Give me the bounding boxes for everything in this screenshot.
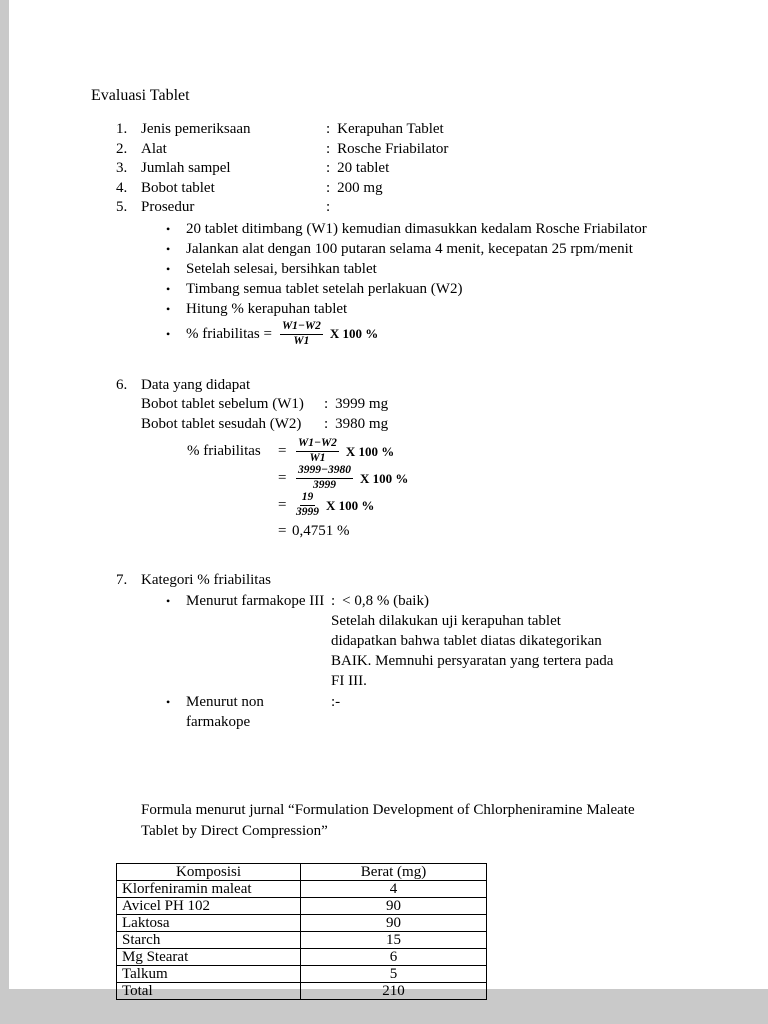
ingredient-weight: 6 xyxy=(301,948,487,965)
table-header-row xyxy=(117,863,487,880)
procedure-bullet xyxy=(166,299,768,319)
item-number: 1. xyxy=(116,121,128,137)
item-colon: : xyxy=(326,179,331,196)
note-line: didapatkan bahwa tablet diatas dikategorikan xyxy=(331,632,602,649)
equals-sign: = xyxy=(278,443,287,459)
table-row xyxy=(117,880,487,897)
column-header-komposisi: Komposisi xyxy=(117,863,301,880)
data-label: Bobot tablet sesudah (W2) xyxy=(141,415,302,432)
composition-table xyxy=(116,863,487,1000)
list-item xyxy=(116,198,768,218)
item-colon: : xyxy=(326,199,331,215)
fraction xyxy=(296,464,353,493)
bullet-icon: • xyxy=(166,593,171,608)
equals-sign: = xyxy=(278,470,287,486)
bullet-icon: • xyxy=(166,241,171,256)
ingredient-weight: 90 xyxy=(301,897,487,914)
section-title: Data yang didapat xyxy=(141,376,251,393)
section-number: 6. xyxy=(116,376,128,393)
item-label: Jenis pemeriksaan xyxy=(141,121,251,137)
column-header-berat: Berat (mg) xyxy=(301,863,487,880)
section-category xyxy=(116,571,768,732)
data-colon: : xyxy=(324,415,329,432)
data-row xyxy=(141,415,768,435)
ingredient-name: Total xyxy=(117,982,301,999)
calc-row xyxy=(187,438,768,465)
table-row xyxy=(117,897,487,914)
bullet-colon: :- xyxy=(331,693,341,710)
paragraph-line: Formula menurut jurnal “Formulation Development of Chlorpheniramine Maleate xyxy=(141,801,635,818)
equals-sign: = xyxy=(278,497,287,513)
ingredient-name: Talkum xyxy=(117,965,301,982)
fraction-denominator: 3999 xyxy=(296,506,319,518)
list-item xyxy=(116,120,768,140)
procedure-bullet xyxy=(166,279,768,299)
bullet-colon: : xyxy=(331,592,336,609)
ingredient-name: Klorfeniramin maleat xyxy=(117,880,301,897)
fraction-numerator: W1−W2 xyxy=(296,437,339,452)
formula-suffix: X 100 % xyxy=(345,443,395,459)
section-heading xyxy=(116,571,768,591)
bullet-text: Timbang semua tablet setelah perlakuan (W2) xyxy=(186,280,463,297)
fraction xyxy=(296,491,319,520)
paragraph-line: Tablet by Direct Compression” xyxy=(141,822,328,839)
bullet-label: Menurut farmakope III xyxy=(186,592,325,609)
data-label: Bobot tablet sebelum (W1) xyxy=(141,396,304,412)
fraction xyxy=(280,320,323,349)
bullet-value: < 0,8 % (baik) xyxy=(342,592,429,609)
procedure-bullet-list xyxy=(166,219,768,350)
table-row xyxy=(117,948,487,965)
ingredient-name: Starch xyxy=(117,931,301,948)
item-value: Kerapuhan Tablet xyxy=(337,121,444,137)
document-page xyxy=(9,0,768,999)
ingredient-weight: 5 xyxy=(301,965,487,982)
item-number: 4. xyxy=(116,179,128,196)
ingredient-weight: 90 xyxy=(301,914,487,931)
ingredient-weight: 210 xyxy=(301,982,487,999)
bullet-icon: • xyxy=(166,327,171,341)
ingredient-name: Avicel PH 102 xyxy=(117,897,301,914)
procedure-bullet xyxy=(166,239,768,259)
item-number: 2. xyxy=(116,140,128,157)
fraction-numerator: 19 xyxy=(300,491,316,506)
category-note xyxy=(331,611,768,692)
item-colon: : xyxy=(326,140,331,157)
bullet-text: Setelah selesai, bersihkan tablet xyxy=(186,260,377,277)
section-heading xyxy=(116,376,768,396)
item-label: Prosedur xyxy=(141,199,195,215)
list-item xyxy=(116,179,768,199)
document-title: Evaluasi Tablet xyxy=(91,87,190,104)
formula-source-paragraph xyxy=(141,800,768,842)
fraction xyxy=(296,437,339,466)
formula-suffix: X 100 % xyxy=(329,326,379,341)
item-colon: : xyxy=(326,121,331,137)
data-value: 3999 mg xyxy=(335,396,389,412)
table-row xyxy=(117,965,487,982)
list-item xyxy=(116,159,768,179)
fraction-numerator: 3999−3980 xyxy=(296,464,353,479)
procedure-bullet xyxy=(166,259,768,279)
calc-result: 0,4751 % xyxy=(292,522,350,539)
item-label: Alat xyxy=(141,140,167,157)
category-bullet xyxy=(166,591,768,611)
bullet-icon: • xyxy=(166,301,171,316)
fraction-denominator: 3999 xyxy=(312,479,336,491)
table-row xyxy=(117,982,487,999)
section-number: 7. xyxy=(116,572,128,588)
bullet-text: Jalankan alat dengan 100 putaran selama 4 menit, kecepatan 25 rpm/menit xyxy=(186,240,633,257)
item-value: Rosche Friabilator xyxy=(337,140,449,157)
table-row xyxy=(117,931,487,948)
item-label: Jumlah sampel xyxy=(141,160,231,176)
item-number: 3. xyxy=(116,160,128,176)
friability-formula xyxy=(166,319,768,350)
section-data xyxy=(116,376,768,544)
bullet-label: Menurut non farmakope xyxy=(186,693,264,730)
bullet-text: Hitung % kerapuhan tablet xyxy=(186,300,348,317)
list-item xyxy=(116,140,768,160)
section-title: Kategori % friabilitas xyxy=(141,572,271,588)
calc-result-row xyxy=(187,519,768,543)
calculation-block xyxy=(116,438,768,543)
formula-label: % friabilitas = xyxy=(186,326,272,342)
bullet-icon: • xyxy=(166,261,171,276)
ingredient-name: Laktosa xyxy=(117,914,301,931)
bullet-icon: • xyxy=(166,221,171,236)
item-colon: : xyxy=(326,160,331,176)
note-line: FI III. xyxy=(331,673,367,690)
calc-row xyxy=(187,492,768,519)
data-row xyxy=(141,395,768,415)
item-value: 200 mg xyxy=(337,179,383,196)
fraction-numerator: W1−W2 xyxy=(280,320,323,335)
note-line: BAIK. Memnuhi persyaratan yang tertera pada xyxy=(331,653,614,670)
numbered-list xyxy=(116,120,768,218)
item-value: 20 tablet xyxy=(337,160,390,176)
fraction-denominator: W1 xyxy=(293,334,310,347)
ingredient-weight: 15 xyxy=(301,931,487,948)
equals-sign: = xyxy=(278,522,287,539)
formula-suffix: X 100 % xyxy=(326,497,375,513)
calc-row xyxy=(187,465,768,492)
calc-label: % friabilitas xyxy=(187,443,261,459)
formula-suffix: X 100 % xyxy=(359,470,409,486)
data-colon: : xyxy=(324,396,329,412)
procedure-bullet xyxy=(166,219,768,239)
data-value: 3980 mg xyxy=(335,415,389,432)
fraction-denominator: W1 xyxy=(309,452,326,464)
ingredient-weight: 4 xyxy=(301,880,487,897)
item-label: Bobot tablet xyxy=(141,179,215,196)
item-number: 5. xyxy=(116,199,128,215)
bullet-icon: • xyxy=(166,281,171,296)
table-row xyxy=(117,914,487,931)
ingredient-name: Mg Stearat xyxy=(117,948,301,965)
bullet-text: 20 tablet ditimbang (W1) kemudian dimasukkan kedalam Rosche Friabilator xyxy=(186,220,647,237)
bullet-icon: • xyxy=(166,694,171,709)
note-line: Setelah dilakukan uji kerapuhan tablet xyxy=(331,612,561,629)
category-bullet xyxy=(166,692,768,732)
